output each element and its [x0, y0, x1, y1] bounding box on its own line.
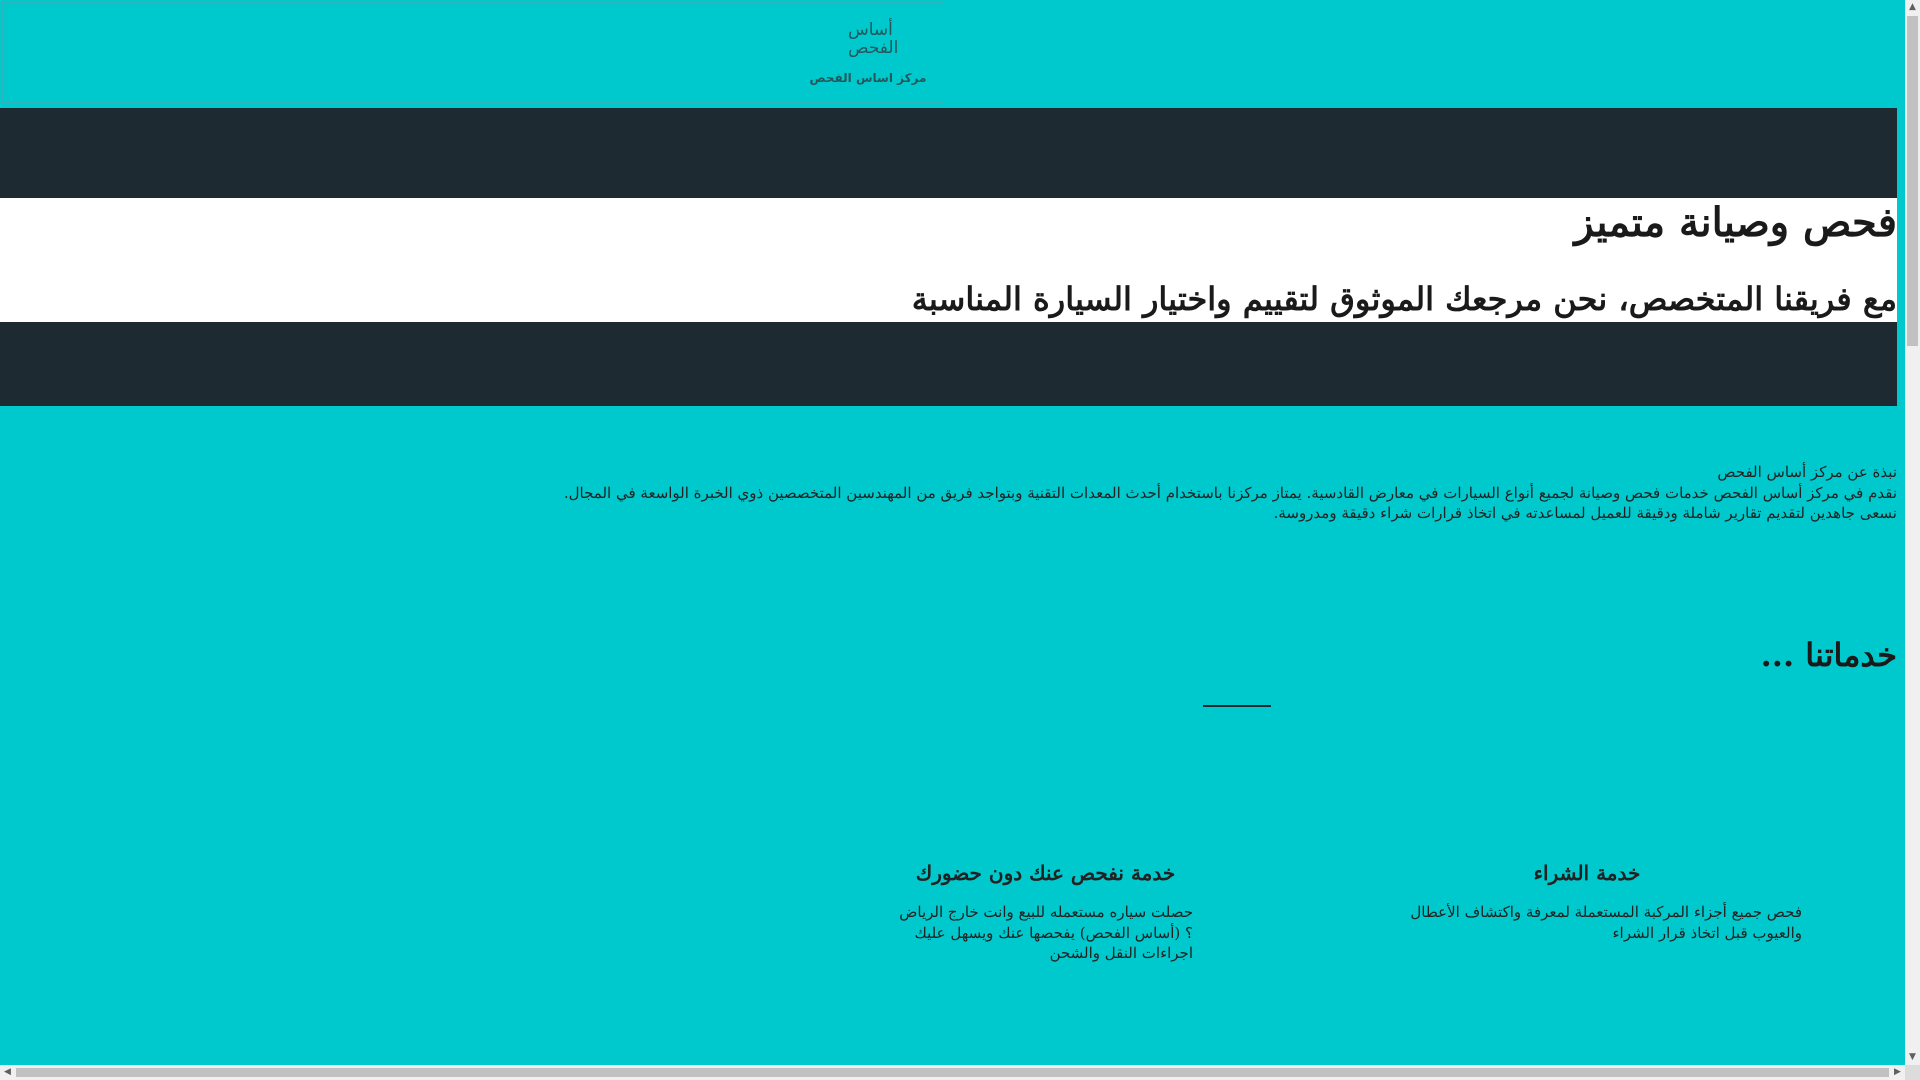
about-body: نقدم في مركز أساس الفحص خدمات فحص وصيانة لجميع أنواع السيارات في معارض القادسية. يمتاز مركزنا باستخدام أحدث المعدات التقنية وبتواجد فريق من المهندسين المتخصصين ذوي الخبرة الواسعة في المجال. نسعى جاهدين لتقديم تقارير شاملة ودقيقة للعميل لمساعدته في اتخاذ قرارات شراء دقيقة ومدروسة.	[563, 483, 1897, 522]
service-title: خدمة الشراء	[1533, 861, 1641, 885]
site-header	[0, 0, 1903, 108]
logo-container[interactable]	[2, 2, 944, 103]
vertical-scroll-thumb[interactable]	[1907, 16, 1918, 346]
middle-dark-band	[0, 322, 1897, 406]
about-heading: نبذة عن مركز أساس الفحص	[1717, 463, 1897, 481]
hero-subtitle: مع فريقنا المتخصص، نحن مرجعك الموثوق لتقييم واختيار السيارة المناسبة	[911, 280, 1897, 318]
vertical-scrollbar[interactable]	[1905, 0, 1920, 1065]
logo-caption: مركز اساس الفحص	[809, 71, 927, 85]
scroll-up-icon[interactable]: ▲	[1909, 2, 1916, 12]
service-description: حصلت سياره مستعمله للبيع وانت خارج الرياض ؟ (أساس الفحص) يفحصها عنك ويسهل عليك اجراءات النقل والشحن	[899, 903, 1193, 962]
services-divider	[1203, 705, 1271, 707]
scrollbar-corner	[1905, 1065, 1920, 1080]
top-dark-band	[0, 108, 1897, 198]
service-card-remote-inspection	[898, 860, 1193, 964]
scroll-right-icon[interactable]: ▶	[1894, 1067, 1901, 1077]
hero-title: فحص وصيانة متميز	[1574, 199, 1897, 246]
horizontal-scrollbar[interactable]	[0, 1065, 1905, 1080]
horizontal-scroll-thumb[interactable]	[16, 1068, 1889, 1077]
scroll-down-icon[interactable]: ▼	[1909, 1052, 1916, 1062]
scroll-left-icon[interactable]: ◀	[4, 1067, 11, 1077]
about-section	[557, 462, 1897, 524]
hero-section	[0, 198, 1897, 322]
service-title: خدمة نفحص عنك دون حضورك	[915, 861, 1176, 885]
services-title: خدماتنا ...	[1760, 636, 1897, 674]
service-card-purchase	[1372, 860, 1802, 943]
service-description: فحص جميع أجزاء المركبة المستعملة لمعرفة واكتشاف الأعطال والعيوب قبل اتخاذ قرار الشراء	[1410, 903, 1802, 942]
logo-icon[interactable]: أساس الفحص	[848, 20, 899, 58]
